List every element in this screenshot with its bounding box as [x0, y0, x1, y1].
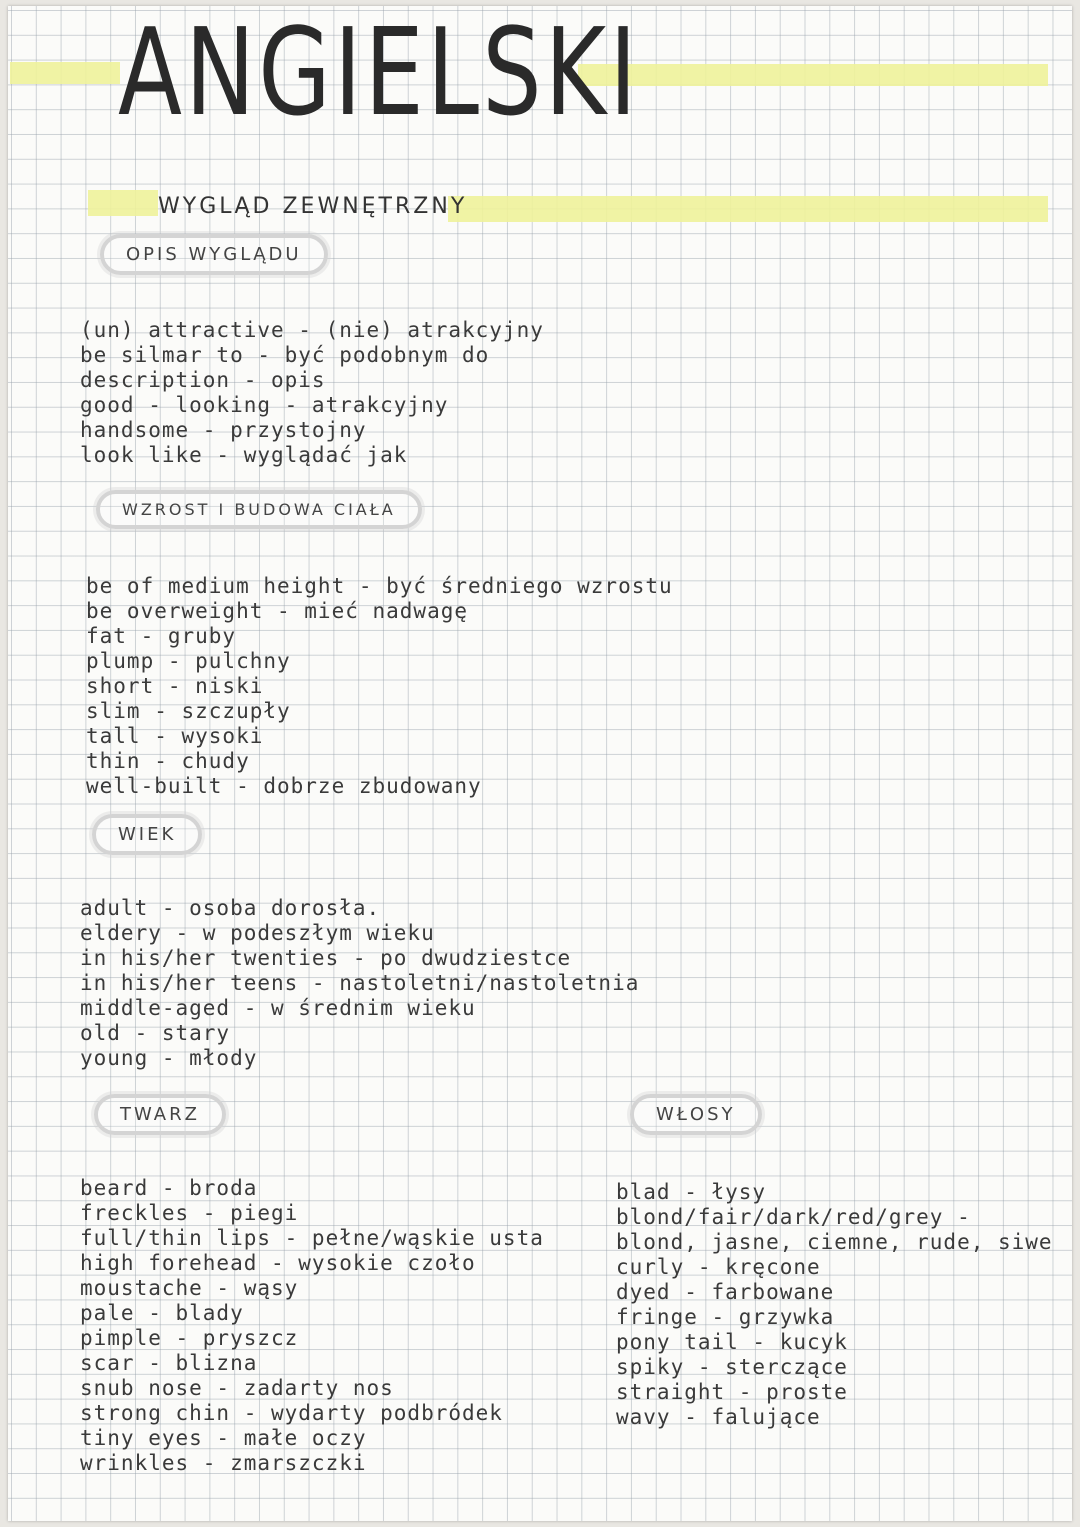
list-item: curly - kręcone: [616, 1255, 821, 1279]
vocab-list-wlosy: [616, 1180, 1053, 1430]
list-item: be silmar to - być podobnym do: [80, 343, 490, 367]
list-item: dyed - farbowane: [616, 1280, 835, 1304]
list-item: middle-aged - w średnim wieku: [80, 996, 476, 1020]
list-item: freckles - piegi: [80, 1201, 299, 1225]
list-item: strong chin - wydarty podbródek: [80, 1401, 503, 1425]
list-item: slim - szczupły: [86, 699, 291, 723]
list-item: description - opis: [80, 368, 326, 392]
list-item: scar - blizna: [80, 1351, 258, 1375]
list-item: fringe - grzywka: [616, 1305, 835, 1329]
list-item: straight - proste: [616, 1380, 848, 1404]
title-highlight-right: [578, 64, 1048, 86]
vocab-list-opis: [80, 318, 544, 468]
list-item: wavy - falujące: [616, 1405, 821, 1429]
section-highlight-left: [88, 190, 158, 216]
list-item: high forehead - wysokie czoło: [80, 1251, 476, 1275]
section-highlight-right: [448, 196, 1048, 222]
list-item: old - stary: [80, 1021, 231, 1045]
list-item: moustache - wąsy: [80, 1276, 299, 1300]
list-item: spiky - sterczące: [616, 1355, 848, 1379]
list-item: tiny eyes - małe oczy: [80, 1426, 367, 1450]
list-item: pale - blady: [80, 1301, 244, 1325]
heading-opis-wygladu: OPIS WYGLĄDU: [100, 234, 328, 275]
title-highlight-left: [10, 62, 120, 84]
notebook-page: [8, 6, 1072, 1521]
list-item: eldery - w podeszłym wieku: [80, 921, 435, 945]
list-item: fat - gruby: [86, 624, 237, 648]
heading-wiek: WIEK: [92, 814, 202, 855]
list-item: snub nose - zadarty nos: [80, 1376, 394, 1400]
vocab-list-wiek: [80, 896, 639, 1071]
list-item: adult - osoba dorosła.: [80, 896, 381, 920]
section-title: WYGLĄD ZEWNĘTRZNY: [158, 194, 468, 219]
list-item: in his/her teens - nastoletni/nastoletnia: [80, 971, 640, 995]
list-item: pony tail - kucyk: [616, 1330, 848, 1354]
list-item: look like - wyglądać jak: [80, 443, 408, 467]
heading-twarz: TWARZ: [94, 1094, 226, 1135]
page-title: ANGIELSKI: [118, 4, 640, 143]
list-item: well-built - dobrze zbudowany: [86, 774, 482, 798]
list-item: handsome - przystojny: [80, 418, 367, 442]
vocab-list-wzrost: [86, 574, 673, 799]
list-item: short - niski: [86, 674, 264, 698]
list-item: in his/her twenties - po dwudziestce: [80, 946, 572, 970]
heading-wzrost: WZROST I BUDOWA CIAŁA: [96, 490, 422, 529]
list-item: blond/fair/dark/red/grey -: [616, 1205, 971, 1229]
list-item: tall - wysoki: [86, 724, 264, 748]
list-item: pimple - pryszcz: [80, 1326, 299, 1350]
list-item: plump - pulchny: [86, 649, 291, 673]
list-item: blad - łysy: [616, 1180, 767, 1204]
list-item: be overweight - mieć nadwagę: [86, 599, 469, 623]
list-item: (un) attractive - (nie) atrakcyjny: [80, 318, 544, 342]
vocab-list-twarz: [80, 1176, 544, 1476]
list-item: blond, jasne, ciemne, rude, siwe: [616, 1230, 1053, 1254]
list-item: thin - chudy: [86, 749, 250, 773]
list-item: full/thin lips - pełne/wąskie usta: [80, 1226, 544, 1250]
list-item: be of medium height - być średniego wzrostu: [86, 574, 673, 598]
list-item: young - młody: [80, 1046, 258, 1070]
list-item: good - looking - atrakcyjny: [80, 393, 449, 417]
list-item: wrinkles - zmarszczki: [80, 1451, 367, 1475]
heading-wlosy: WŁOSY: [630, 1094, 762, 1135]
list-item: beard - broda: [80, 1176, 258, 1200]
